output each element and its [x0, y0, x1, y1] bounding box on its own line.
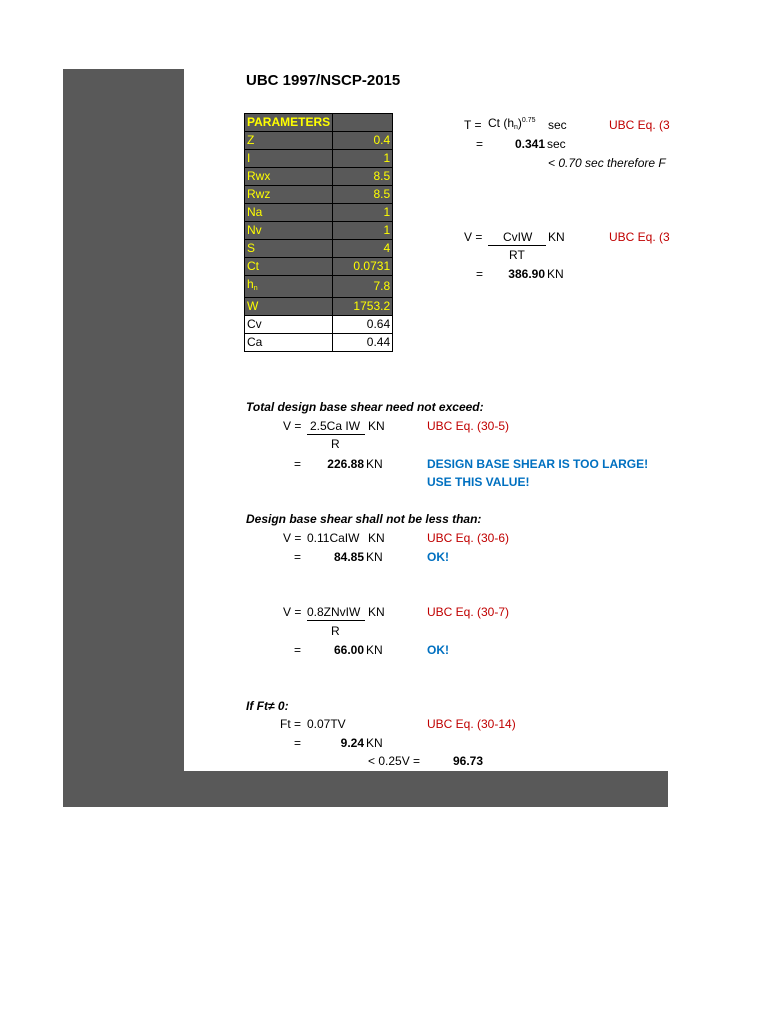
parameters-table — [244, 113, 393, 352]
min-shear-1-eq-ref: UBC Eq. (30-6) — [427, 531, 510, 545]
max-shear-eq-ref: UBC Eq. (30-5) — [427, 419, 510, 433]
max-shear-use-value: USE THIS VALUE! — [427, 475, 530, 489]
min-shear-2-status: OK! — [427, 643, 449, 657]
param-row-cv — [245, 316, 393, 334]
base-shear-fraction-bar — [488, 245, 546, 246]
param-key: Na — [245, 204, 333, 222]
top-force-heading: If Ft≠ 0: — [246, 699, 289, 713]
max-shear-numerator: 2.5Ca IW — [310, 419, 361, 433]
period-value: 0.341 — [514, 137, 545, 151]
parameters-header-row — [245, 114, 393, 132]
min-shear-2-numerator: 0.8ZNvIW — [307, 605, 361, 619]
param-key: Cv — [245, 316, 333, 334]
param-key: $h_n$ — [245, 276, 333, 298]
param-row-nv — [245, 222, 393, 240]
top-force-value-unit: KN — [366, 736, 383, 750]
param-value[interactable]: 8.5 — [333, 186, 393, 204]
param-row-rwx — [245, 168, 393, 186]
page-title: UBC 1997/NSCP-2015 — [246, 72, 401, 89]
param-row-s — [245, 240, 393, 258]
max-shear-fraction-bar — [307, 434, 365, 435]
top-force-limit-label: < 0.25V = — [368, 754, 421, 768]
top-force-eq-sign: = — [294, 736, 302, 750]
period-lhs: T = — [464, 118, 482, 132]
param-row-ct — [245, 258, 393, 276]
base-shear-numerator: CvIW — [503, 230, 533, 244]
param-key: S — [245, 240, 333, 258]
min-shear-1-unit: KN — [368, 531, 385, 545]
period-value-unit: sec — [547, 137, 566, 151]
param-value[interactable]: 1 — [333, 204, 393, 222]
max-shear-value: 226.88 — [327, 457, 364, 471]
base-shear-denominator: RT — [509, 248, 525, 262]
param-value[interactable]: 1 — [333, 222, 393, 240]
min-shear-2-value: 66.00 — [333, 643, 364, 657]
min-shear-1-status: OK! — [427, 550, 449, 564]
min-shear-2-unit: KN — [368, 605, 385, 619]
param-key: Ca — [245, 334, 333, 352]
param-value[interactable]: 7.8 — [333, 276, 393, 298]
max-shear-status: DESIGN BASE SHEAR IS TOO LARGE! — [427, 457, 649, 471]
period-unit: sec — [548, 118, 567, 132]
period-formula: Ct $(h_n)^{0.75}$ — [488, 116, 536, 131]
max-shear-eq-sign: = — [294, 457, 302, 471]
min-shear-heading: Design base shear shall not be less than: — [246, 512, 482, 526]
base-shear-unit: KN — [548, 230, 565, 244]
viewer-frame-bottom — [63, 771, 668, 807]
max-shear-value-unit: KN — [366, 457, 383, 471]
param-value[interactable]: 0.4 — [333, 132, 393, 150]
base-shear-eq-sign: = — [476, 267, 484, 281]
param-row-w — [245, 298, 393, 316]
min-shear-1-eq-sign: = — [294, 550, 302, 564]
min-shear-1-value: 84.85 — [333, 550, 364, 564]
top-force-value: 9.24 — [340, 736, 364, 750]
min-shear-1-formula: 0.11CaIW — [307, 531, 360, 545]
param-value[interactable]: 4 — [333, 240, 393, 258]
top-force-eq-ref: UBC Eq. (30-14) — [427, 717, 516, 731]
max-shear-denominator: R — [331, 437, 340, 451]
param-row-i — [245, 150, 393, 168]
param-key: Nv — [245, 222, 333, 240]
param-row-na — [245, 204, 393, 222]
max-shear-lhs: V = — [283, 419, 302, 433]
top-force-limit-value: 96.73 — [453, 754, 484, 768]
param-key: Z — [245, 132, 333, 150]
min-shear-2-denominator: R — [331, 624, 340, 638]
param-key: W — [245, 298, 333, 316]
param-value[interactable]: 1 — [333, 150, 393, 168]
parameters-header: PARAMETERS — [245, 114, 333, 132]
param-row-hn — [245, 276, 393, 298]
param-value[interactable]: 8.5 — [333, 168, 393, 186]
period-note: < 0.70 sec therefore F — [548, 156, 666, 170]
top-force-formula: 0.07TV — [307, 717, 346, 731]
base-shear-lhs: V = — [464, 230, 483, 244]
param-row-ca — [245, 334, 393, 352]
min-shear-2-eq-sign: = — [294, 643, 302, 657]
param-value[interactable]: 0.0731 — [333, 258, 393, 276]
param-row-z — [245, 132, 393, 150]
param-value[interactable]: 1753.2 — [333, 298, 393, 316]
param-row-rwz — [245, 186, 393, 204]
min-shear-2-eq-ref: UBC Eq. (30-7) — [427, 605, 510, 619]
param-key: Rwz — [245, 186, 333, 204]
min-shear-1-value-unit: KN — [366, 550, 383, 564]
max-shear-unit: KN — [368, 419, 385, 433]
max-shear-heading: Total design base shear need not exceed: — [246, 400, 484, 414]
min-shear-2-lhs: V = — [283, 605, 302, 619]
base-shear-value-unit: KN — [547, 267, 564, 281]
param-key: I — [245, 150, 333, 168]
top-force-lhs: Ft = — [280, 717, 302, 731]
param-key: Rwx — [245, 168, 333, 186]
min-shear-2-value-unit: KN — [366, 643, 383, 657]
param-value: 0.64 — [333, 316, 393, 334]
param-value: 0.44 — [333, 334, 393, 352]
min-shear-2-fraction-bar — [307, 620, 365, 621]
base-shear-value: 386.90 — [508, 267, 545, 281]
min-shear-1-lhs: V = — [283, 531, 302, 545]
param-key: Ct — [245, 258, 333, 276]
base-shear-eq-ref: UBC Eq. (3 — [609, 230, 670, 244]
period-eq-ref: UBC Eq. (3 — [609, 118, 670, 132]
period-eq-sign: = — [476, 137, 484, 151]
viewer-frame-left — [63, 69, 184, 807]
